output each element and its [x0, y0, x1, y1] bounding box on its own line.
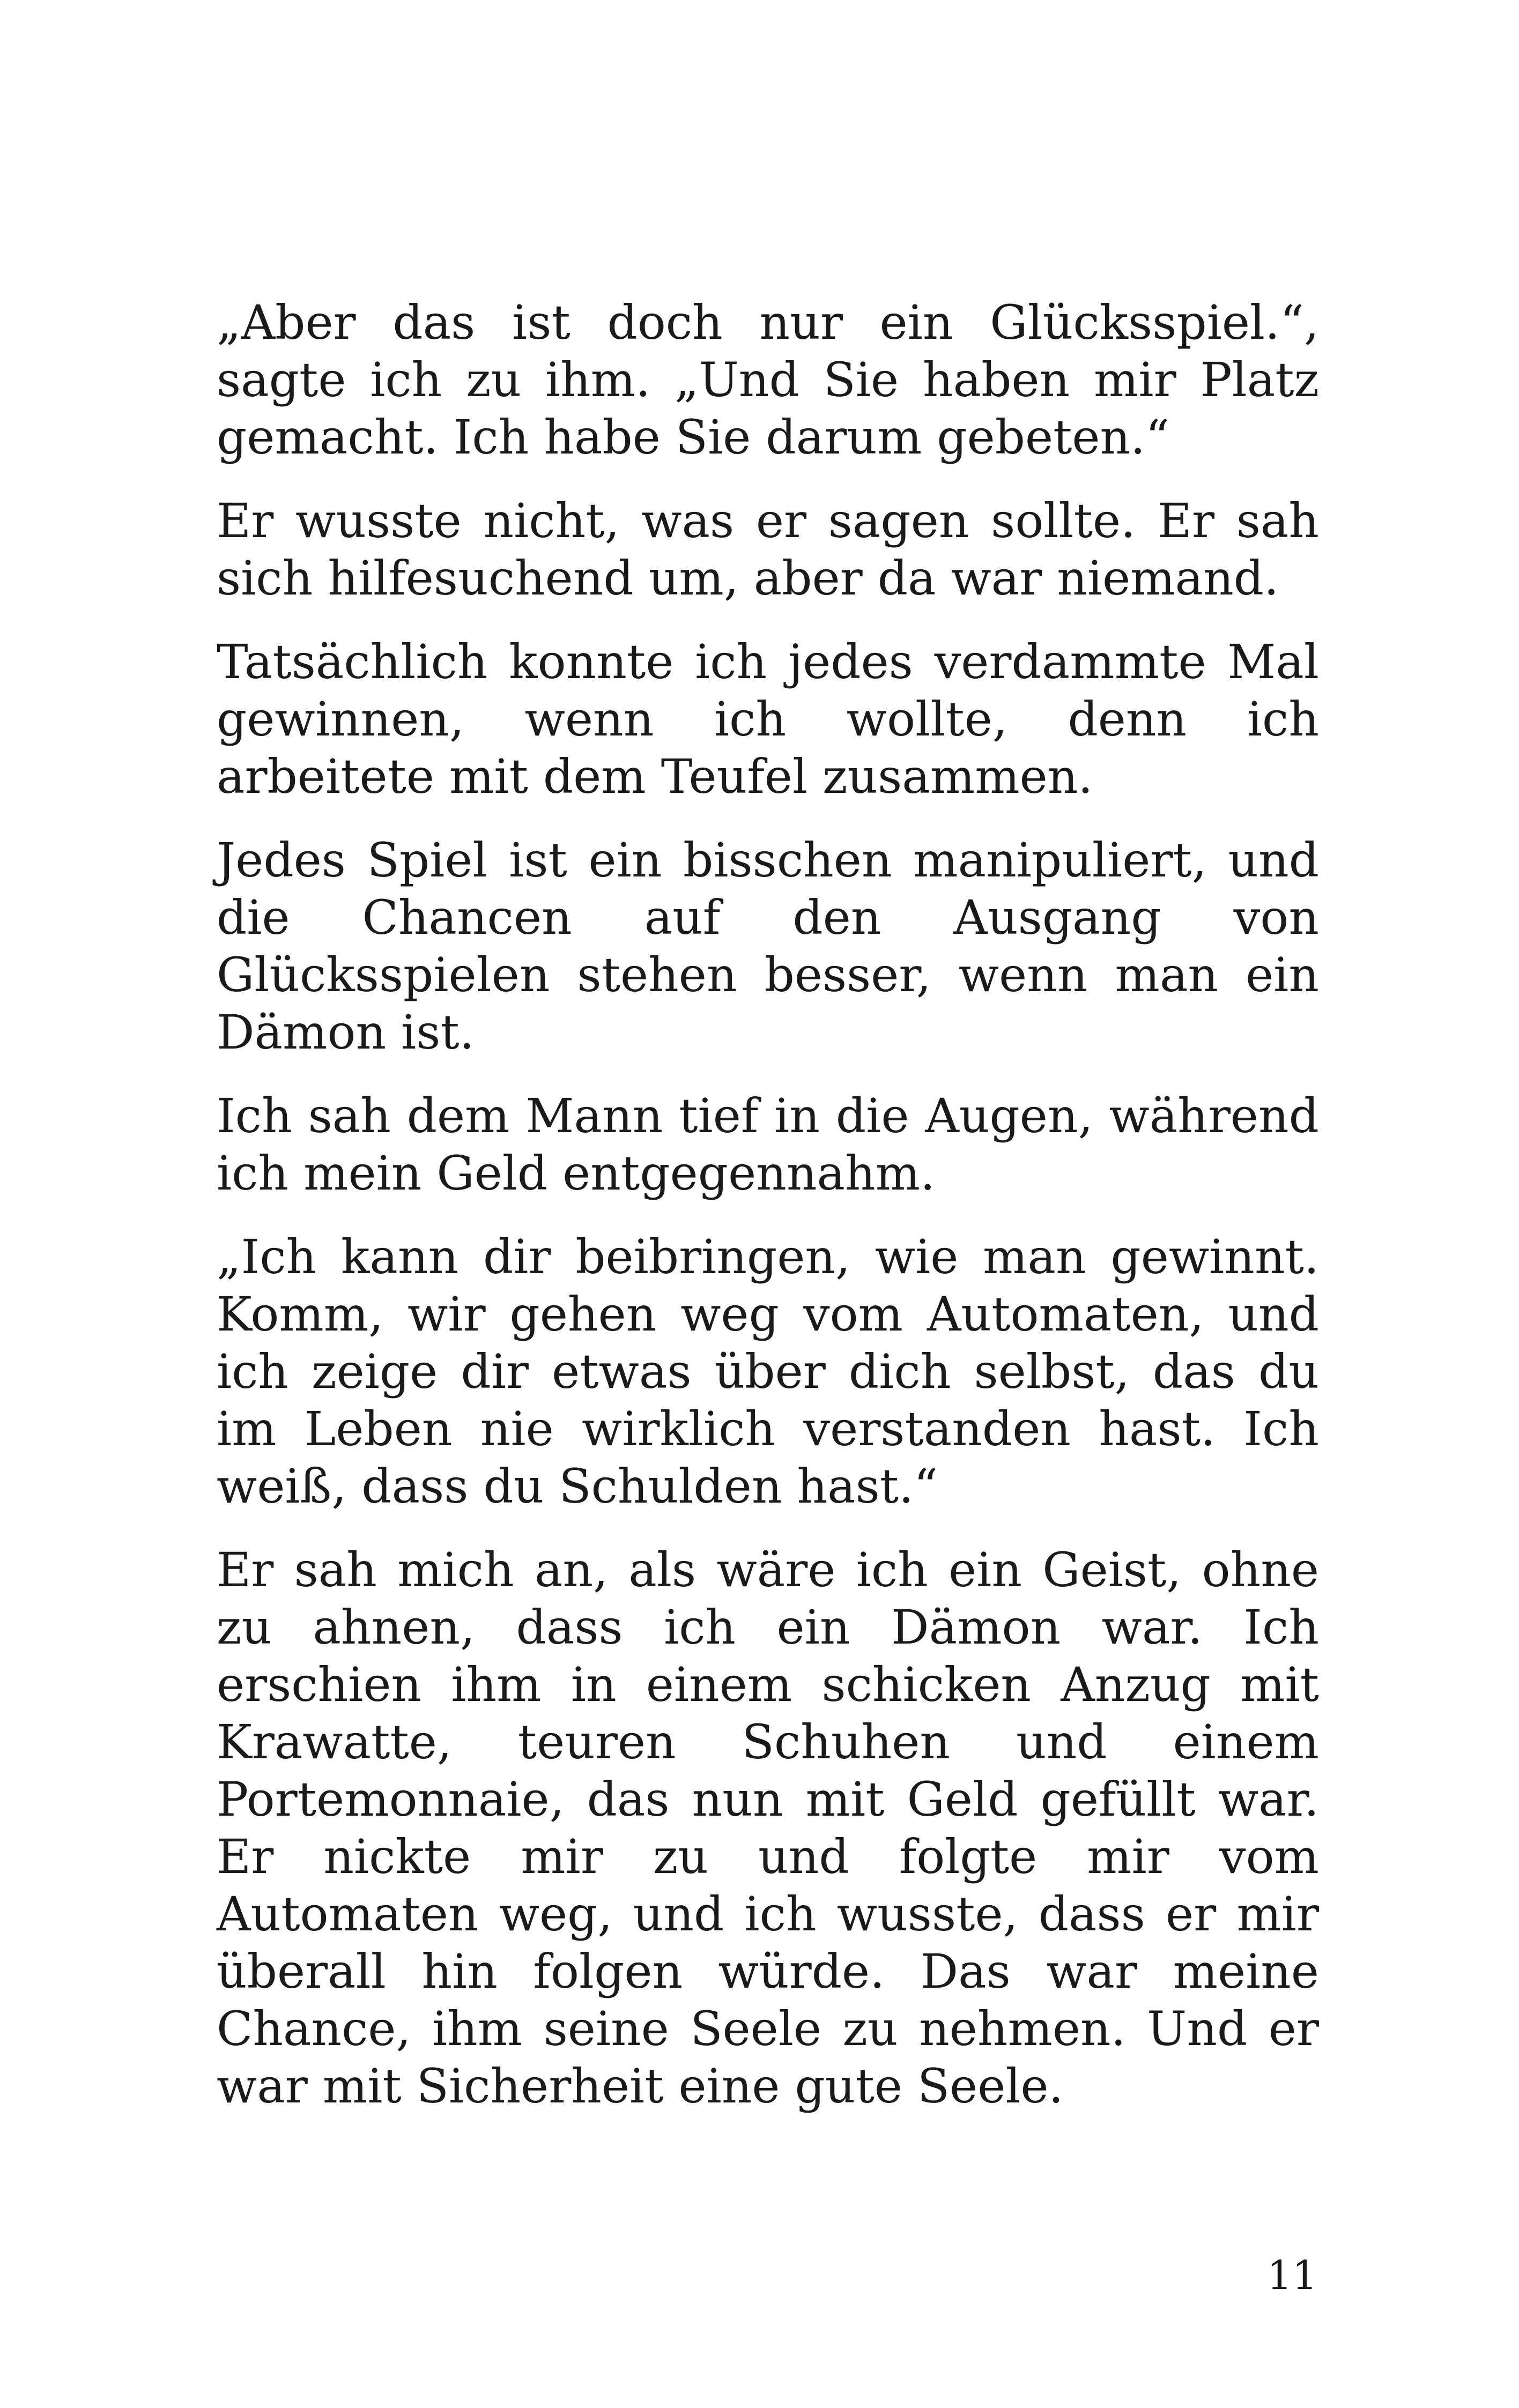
paragraph: Er wusste nicht, was er sagen sollte. Er sah sich hilfesuchend um, aber da war niemand. [217, 493, 1319, 606]
paragraph: „Ich kann dir beibringen, wie man gewinnt. Komm, wir gehen weg vom Automaten, und ich zeige dir etwas über dich selbst, das du im Leben nie wirklich verstanden hast. Ich weiß, dass du Schulden hast.“ [217, 1229, 1319, 1514]
paragraph: „Aber das ist doch nur ein Glücksspiel.“, sagte ich zu ihm. „Und Sie haben mir Platz gemacht. Ich habe Sie darum gebeten.“ [217, 295, 1319, 465]
body-text [217, 294, 1319, 2141]
paragraph: Jedes Spiel ist ein bisschen manipuliert, und die Chancen auf den Ausgang von Glücksspielen stehen besser, wenn man ein Dämon ist. [217, 833, 1319, 1060]
page-number: 11 [1266, 2253, 1317, 2299]
paragraph: Er sah mich an, als wäre ich ein Geist, ohne zu ahnen, dass ich ein Dämon war. Ich erschien ihm in einem schicken Anzug mit Krawatte, teuren Schuhen und einem Portemonnaie, das nun mit Geld gefüllt war. Er nickte mir zu und folgte mir vom Automaten weg, und ich wusste, dass er mir überall hin folgen würde. Das war meine Chance, ihm seine Seele zu nehmen. Und er war mit Sicherheit eine gute Seele. [217, 1542, 1319, 2114]
paragraph: Tatsächlich konnte ich jedes verdammte Mal gewinnen, wenn ich wollte, denn ich arbeitete mit dem Teufel zusammen. [217, 634, 1319, 804]
paragraph: Ich sah dem Mann tief in die Augen, während ich mein Geld entgegennahm. [217, 1088, 1319, 1201]
